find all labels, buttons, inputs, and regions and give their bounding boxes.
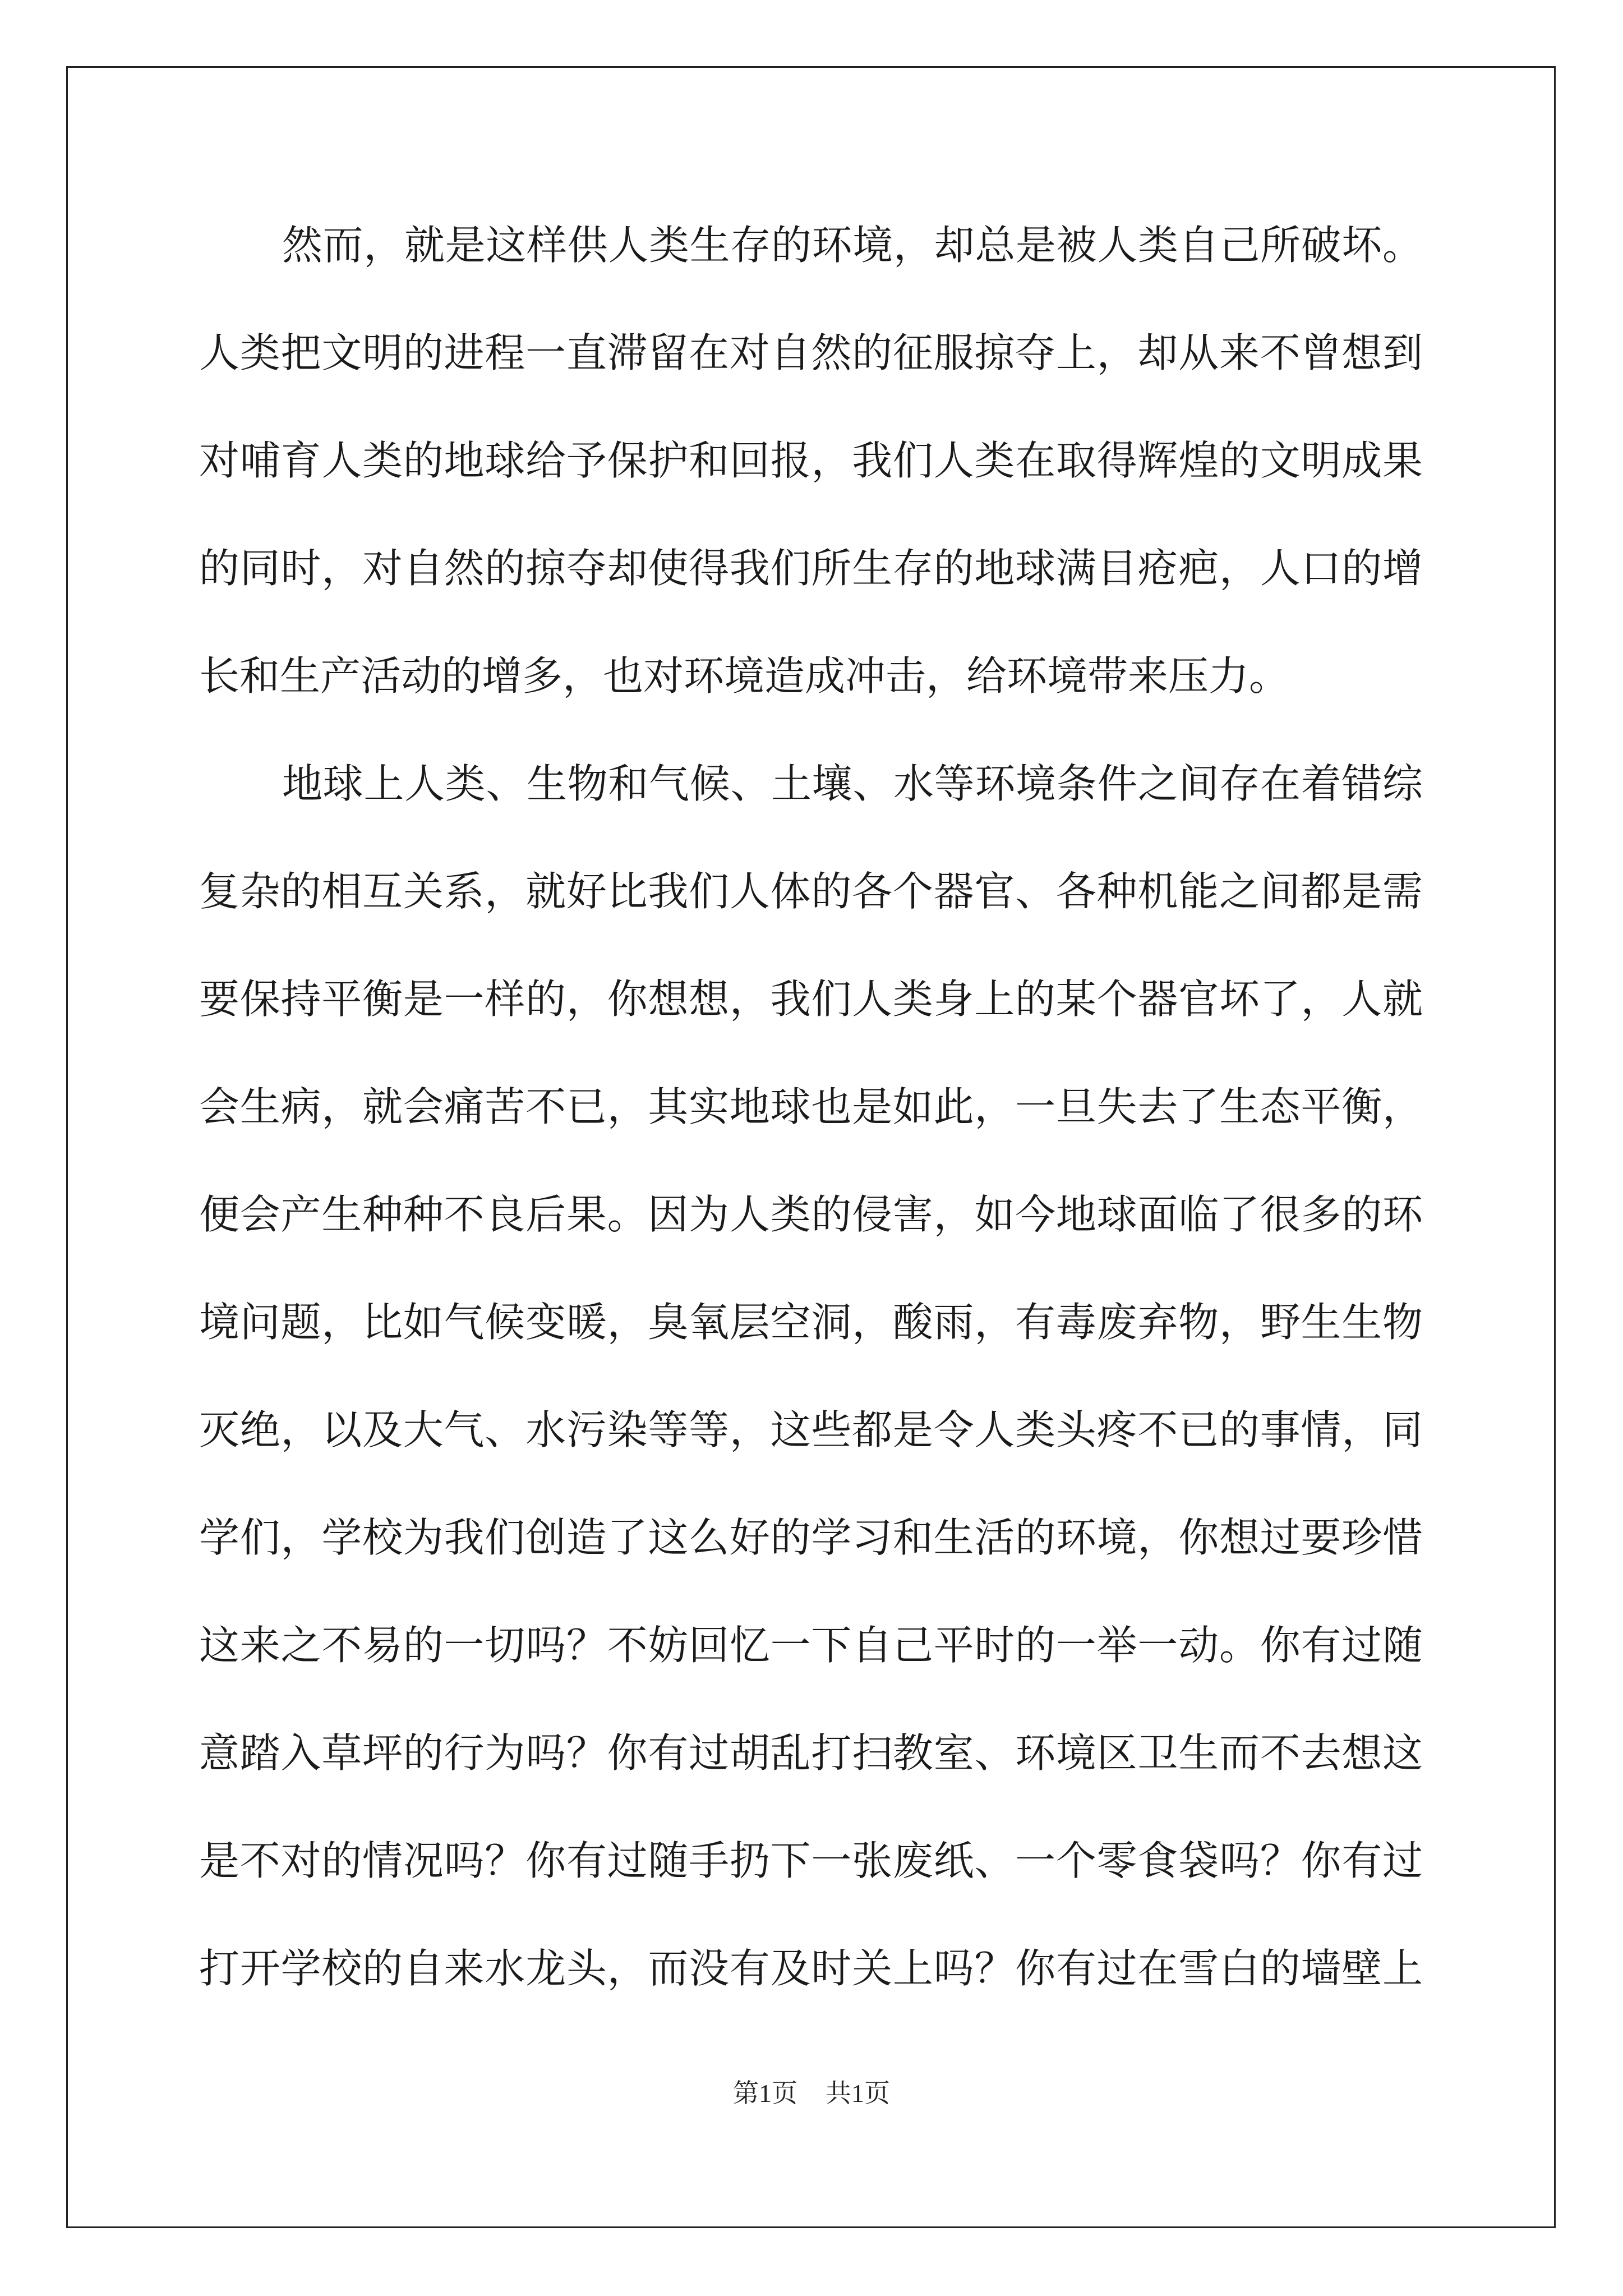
page-footer	[0, 2079, 1623, 2108]
document-body	[199, 220, 1423, 2051]
paragraph-line: 复杂的相互关系，就好比我们人体的各个器官、各种机能之间都是需	[199, 868, 1423, 915]
paragraph-line: 意踏入草坪的行为吗？你有过胡乱打扫教室、环境区卫生而不去想这	[199, 1729, 1423, 1777]
page-number-current: 第1页	[733, 2079, 797, 2108]
paragraph-line: 打开学校的自来水龙头，而没有及时关上吗？你有过在雪白的墙壁上	[199, 1945, 1423, 1992]
paragraph-line: 境问题，比如气候变暖，臭氧层空洞，酸雨，有毒废弃物，野生生物	[199, 1299, 1423, 1346]
paragraph-line: 人类把文明的进程一直滞留在对自然的征服掠夺上，却从来不曾想到	[199, 329, 1423, 376]
paragraph-line: 这来之不易的一切吗？不妨回忆一下自己平时的一举一动。你有过随	[199, 1622, 1423, 1669]
page-number-total: 共1页	[826, 2079, 890, 2108]
paragraph-line: 要保持平衡是一样的，你想想，我们人类身上的某个器官坏了，人就	[199, 976, 1423, 1023]
paragraph-line: 是不对的情况吗？你有过随手扔下一张废纸、一个零食袋吗？你有过	[199, 1837, 1423, 1884]
paragraph-line: 长和生产活动的增多，也对环境造成冲击，给环境带来压力。	[199, 652, 1290, 700]
paragraph-line: 会生病，就会痛苦不已，其实地球也是如此，一旦失去了生态平衡，	[199, 1083, 1423, 1130]
paragraph-line: 的同时，对自然的掠夺却使得我们所生存的地球满目疮疤，人口的增	[199, 545, 1423, 592]
paragraph-line: 然而，就是这样供人类生存的环境，却总是被人类自己所破坏。	[282, 222, 1423, 269]
paragraph-line: 地球上人类、生物和气候、土壤、水等环境条件之间存在着错综	[282, 760, 1423, 807]
paragraph-line: 便会产生种种不良后果。因为人类的侵害，如今地球面临了很多的环	[199, 1191, 1423, 1238]
paragraph-line: 对哺育人类的地球给予保护和回报，我们人类在取得辉煌的文明成果	[199, 437, 1423, 484]
paragraph-line: 学们，学校为我们创造了这么好的学习和生活的环境，你想过要珍惜	[199, 1514, 1423, 1561]
paragraph-line: 灭绝，以及大气、水污染等等，这些都是令人类头疼不已的事情，同	[199, 1406, 1423, 1453]
